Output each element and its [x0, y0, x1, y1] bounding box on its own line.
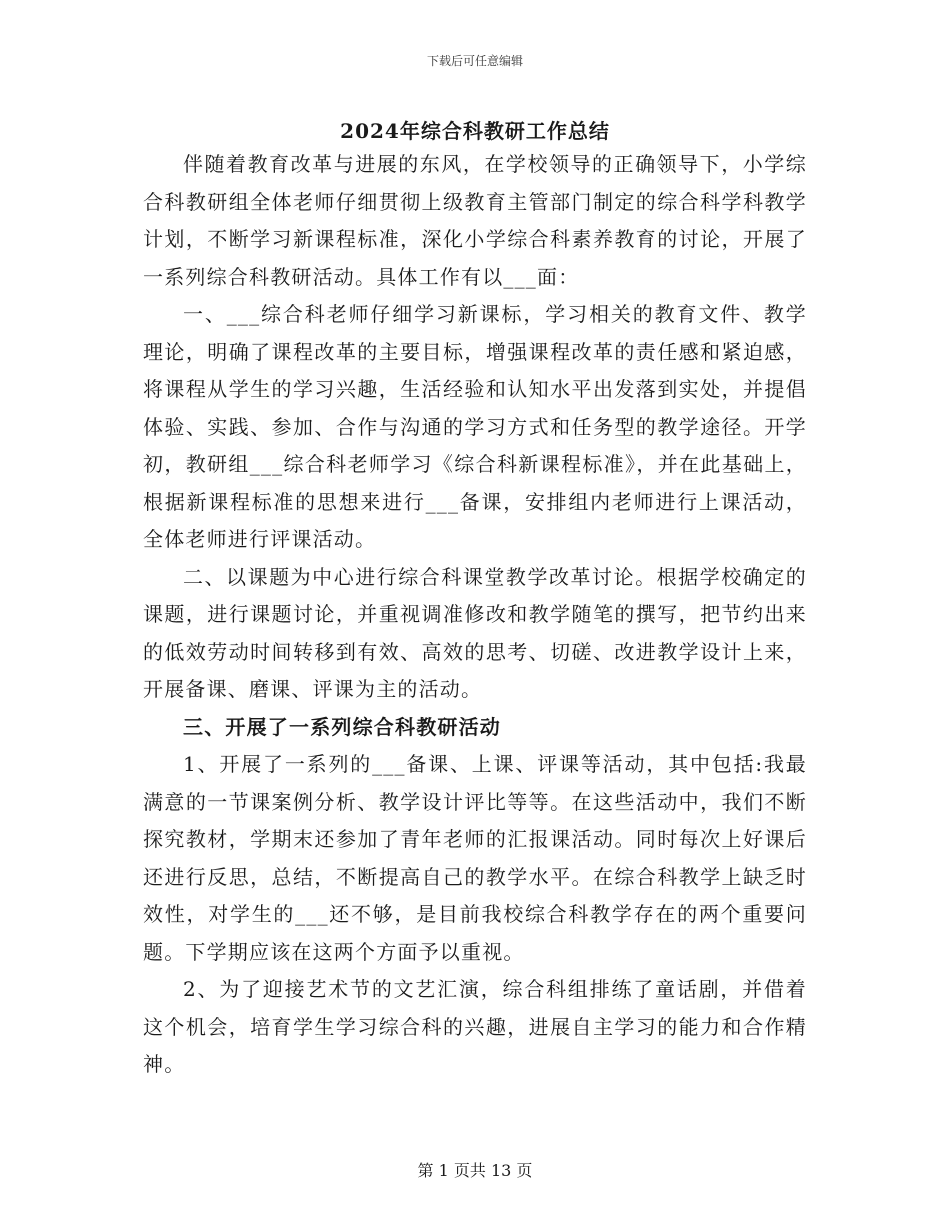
- header-note: 下载后可任意编辑: [426, 54, 523, 68]
- page-number: 第 1 页共 13 页: [417, 1161, 533, 1180]
- intro-paragraph: 伴随着教育改革与进展的东风，在学校领导的正确领导下，小学综合科教研组全体老师仔细贯彻上级教育主管部门制定的综合科学科教学计划，不断学习新课程标准，深化小学综合科素养教育的讨论，开展了一系列综合科教研活动。具体工作有以___面：: [143, 152, 807, 289]
- item-one-paragraph: 1、开展了一系列的___备课、上课、评课等活动，其中包括:我最满意的一节课案例分析、教学设计评比等等。在这些活动中，我们不断探究教材，学期末还参加了青年老师的汇报课活动。同时每次上好课后还进行反思，总结，不断提高自己的教学水平。在综合科教学上缺乏时效性，对学生的___还不够，是目前我校综合科教学存在的两个重要问题。下学期应该在这两个方面予以重视。: [143, 752, 807, 964]
- document-title: 2024年综合科教研工作总结: [340, 119, 610, 143]
- section-two-paragraph: 二、以课题为中心进行综合科课堂教学改革讨论。根据学校确定的课题，进行课题讨论，并重视调准修改和教学随笔的撰写，把节约出来的低效劳动时间转移到有效、高效的思考、切磋、改进教学设计上来，开展备课、磨课、评课为主的活动。: [143, 564, 807, 701]
- document-body: [143, 146, 807, 1084]
- section-three-heading: 三、开展了一系列综合科教研活动: [183, 714, 501, 739]
- section-one-paragraph: 一、___综合科老师仔细学习新课标，学习相关的教育文件、教学理论，明确了课程改革的主要目标，增强课程改革的责任感和紧迫感，将课程从学生的学习兴趣，生活经验和认知水平出发落到实处，并提倡体验、实践、参加、合作与沟通的学习方式和任务型的教学途径。开学初，教研组___综合科老师学习《综合科新课程标准》，并在此基础上，根据新课程标准的思想来进行___备课，安排组内老师进行上课活动，全体老师进行评课活动。: [143, 302, 807, 551]
- item-two-paragraph: 2、为了迎接艺术节的文艺汇演，综合科组排练了童话剧，并借着这个机会，培育学生学习综合科的兴趣，进展自主学习的能力和合作精神。: [143, 977, 807, 1076]
